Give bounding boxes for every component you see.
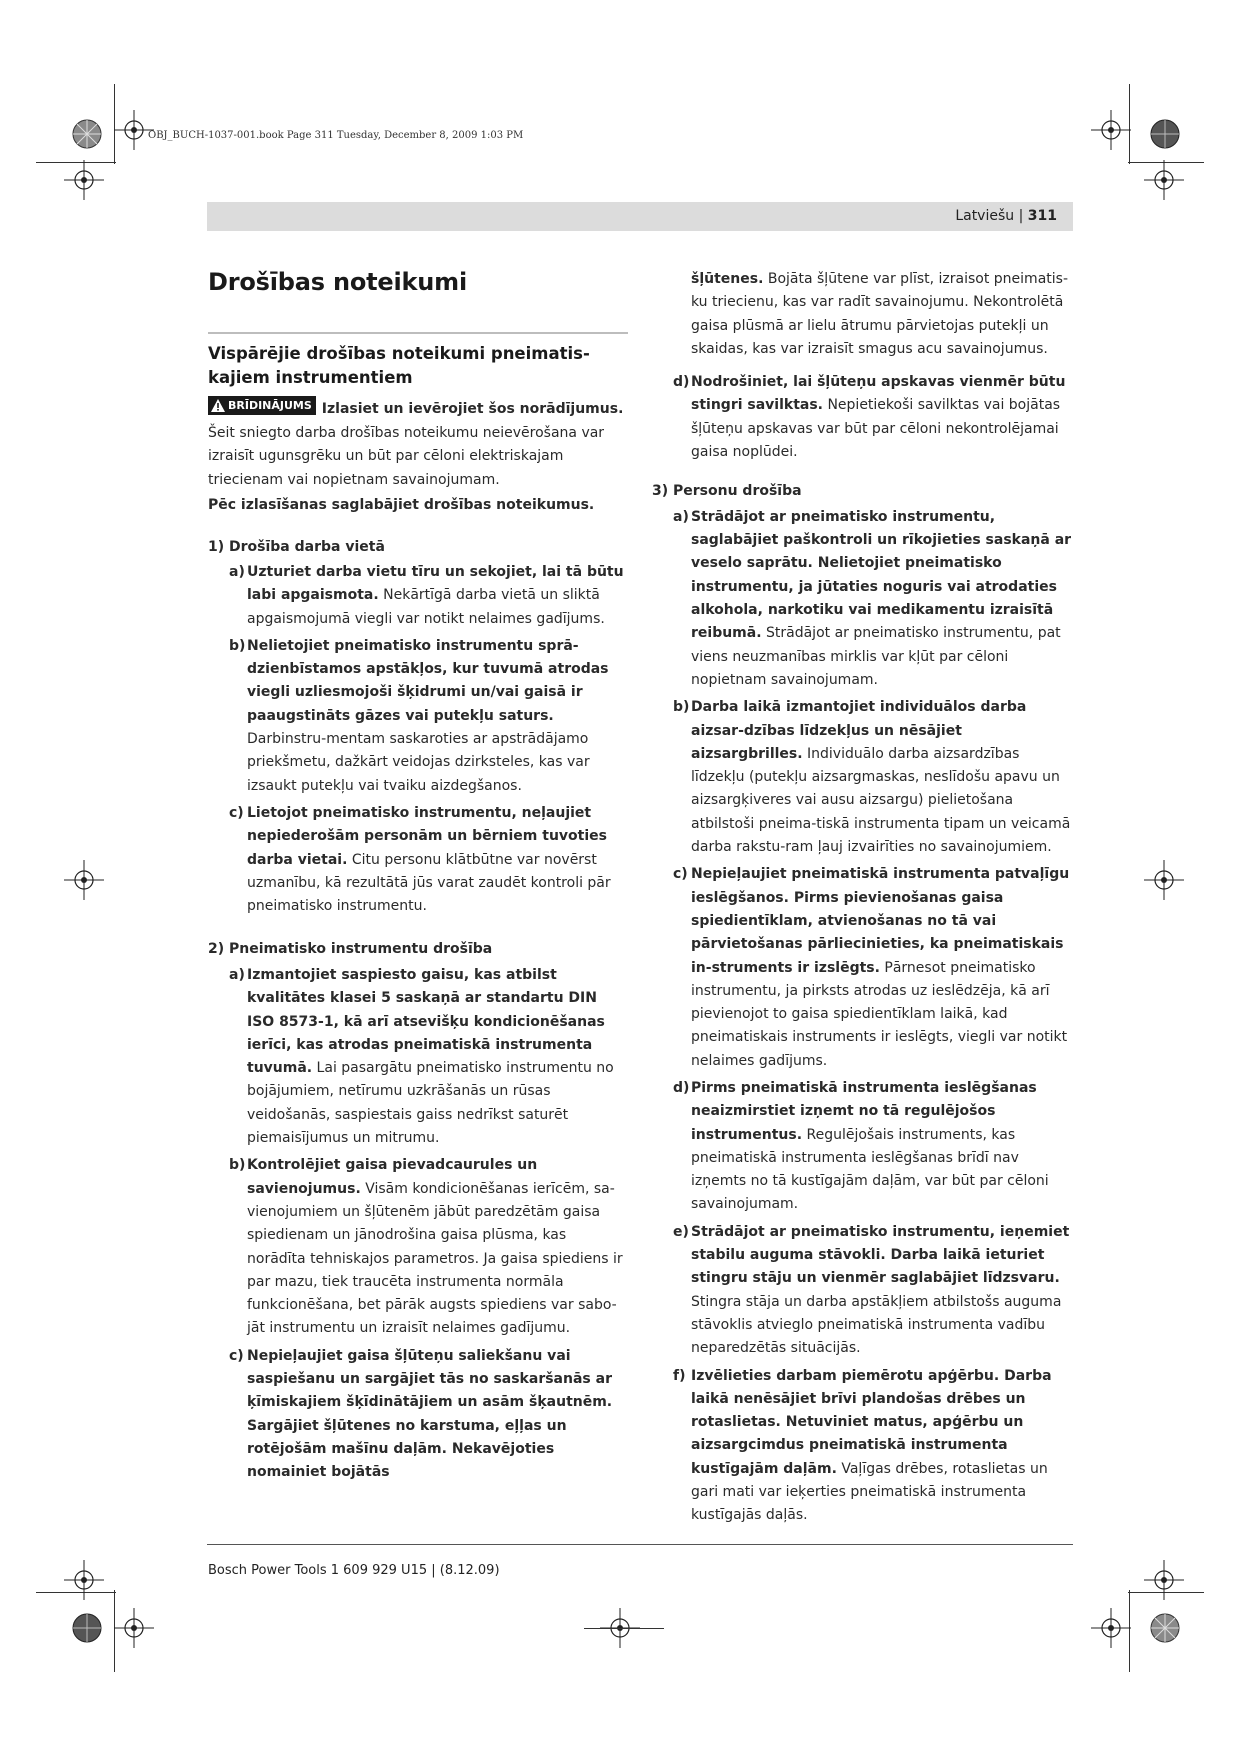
item-text: Nekārtīgā darba vietā un sliktā apgaismojumā viegli var notikt nelaimes gadījums. <box>247 587 605 627</box>
registration-mark-icon <box>1091 1608 1131 1648</box>
item-bold: Nodrošiniet, lai šļūteņu apskavas vienmēr būtu stingri savilktas. <box>691 374 1066 414</box>
item-bold: Nepieļaujiet gaisa šļūteņu saliekšanu vai saspiešanu un sargājiet tās no saskaršanās ar ķīmiskajiem šķīdinātājiem un asām šķautnēm. Sargājiet šļūtenes no karstuma, eļļas un rotējošām mašīnu daļām. Nekavējoties nomainiet bojātās <box>247 1347 613 1481</box>
registration-mark-icon <box>114 1608 154 1648</box>
item-bold: Izvēlieties darbam piemērotu apģērbu. Darba laikā nenēsājiet brīvi plandošas drēbes un rotaslietas. Netuviniet matus, apģērbu un aizsargcimdus pneimatiskā instrumenta kustīgajām daļām. <box>691 1367 1052 1477</box>
item-bold: Strādājot ar pneimatisko instrumentu, saglabājiet paškontroli un rīkojieties saskaņā ar veselo saprātu. Nelietojiet pneimatisko instrumentu, ja jūtaties noguris vai atrodaties alkohola, narkotiku vai medikamentu izraisītā reibumā. <box>691 508 1072 642</box>
list-item <box>652 1221 1074 1361</box>
item-bold: šļūtenes. <box>691 271 764 287</box>
section-heading: 1) Drošība darba vietā <box>208 538 385 555</box>
item-bold: Strādājot ar pneimatisko instrumentu, ieņemiet stabilu auguma stāvokli. Darba laikā ieturiet stingru stāju un vienmēr saglabājiet līdzsvaru. <box>691 1223 1070 1287</box>
item-text: Bojāta šļūtene var plīst, izraisot pneimatis-ku triecienu, kas var radīt savainojumu. Nekontrolētā gaisa plūsmā ar lielu ātrumu pārvietojas putekļi un skaidas, kas var izraisīt smagus acu savainojumus. <box>691 271 1068 357</box>
item-label: b) <box>229 1157 246 1174</box>
item-label: c) <box>229 1347 244 1364</box>
registration-mark-icon <box>64 160 104 200</box>
list-item <box>652 863 1074 1073</box>
warning-badge <box>208 396 316 415</box>
item-label: b) <box>229 637 246 654</box>
list-item <box>208 635 628 798</box>
item-text: Visām kondicionēšanas ierīcēm, sa-vienojumiem un šļūtenēm jābūt paredzētām gaisa spiedienam un jānodrošina gaisa plūsma, kas norādīta tehniskajos parametros. Ja gaisa spiediens ir par mazu, tiek traucēta instrumenta normāla funkcionēšana, bet pārāk augsts spiediens var sabo-jāt instrumentu un izraisīt nelaimes gadījumu. <box>247 1180 623 1337</box>
item-bold: Izmantojiet saspiesto gaisu, kas atbilst kvalitātes klasei 5 saskaņā ar standartu DIN ISO 8573-1, kā arī atsevišķu kondicionēšanas ierīci, kas atrodas pneimatiskā instrumenta tuvumā. <box>247 966 605 1077</box>
item-label: a) <box>673 508 689 525</box>
color-wheel-icon <box>1150 119 1180 149</box>
registration-mark-icon <box>1144 860 1184 900</box>
item-label: d) <box>673 374 690 391</box>
header-separator: | <box>1018 208 1024 224</box>
item-text: Pārnesot pneimatisko instrumentu, ja pirksts atrodas uz ieslēdzēja, kā arī pievienojot to gaisa spiedientīklam laikā, kad pneimatiskais instruments ir ieslēgts, viegli var notikt nelaimes gadījums. <box>691 959 1068 1069</box>
page-title: Drošības noteikumi <box>208 268 468 296</box>
list-item <box>208 561 628 631</box>
item-label: c) <box>229 804 244 821</box>
item-label: a) <box>229 966 245 983</box>
footer-rule <box>207 1544 1073 1545</box>
registration-mark-icon <box>1091 110 1131 150</box>
item-text: Citu personu klātbūtne var novērst uzmanību, kā rezultātā jūs varat zaudēt kontroli pār pneimatisko instrumentu. <box>247 851 611 915</box>
registration-mark-icon <box>64 1560 104 1600</box>
item-bold: Lietojot pneimatisko instrumentu, neļaujiet nepiederošām personām un bērniem tuvoties darba vietai. <box>247 804 607 868</box>
keep-note: Pēc izlasīšanas saglabājiet drošības noteikumus. <box>208 497 595 513</box>
item-bold: Nelietojiet pneimatisko instrumentu sprā-dzienbīstamos apstākļos, kur tuvumā atrodas viegli uzliesmojoši šķidrumi un/vai gaisā ir paaugstināts gāzes vai putekļu saturs. <box>247 637 609 724</box>
registration-mark-icon <box>1144 160 1184 200</box>
warning-text: Šeit sniegto darba drošības noteikumu neievērošana var izraisīt ugunsgrēku un būt par cēloni elektriskajam triecienam vai nopietnam savainojumam. <box>208 424 605 488</box>
item-text: Stingra stāja un darba apstākļiem atbilstošs auguma stāvoklis atvieglo pneimatiskā instrumenta vadību neparedzētās situācijās. <box>691 1293 1062 1357</box>
continued-paragraph <box>652 268 1074 361</box>
item-text: Nepietiekoši savilktas vai bojātas šļūteņu apskavas var būt par cēloni nekontrolējamai gaisa noplūdei. <box>691 397 1061 461</box>
right-column <box>652 268 1074 1532</box>
list-item <box>208 1154 628 1340</box>
list-item <box>208 1345 628 1485</box>
book-info: OBJ_BUCH-1037-001.book Page 311 Tuesday, December 8, 2009 1:03 PM <box>148 130 524 141</box>
item-bold: Uzturiet darba vietu tīru un sekojiet, lai tā būtu labi apgaismota. <box>247 564 624 604</box>
item-text: Lai pasargātu pneimatisko instrumentu no bojājumiem, netīrumu uzkrāšanās un rūsas veidošanās, saspiestais gaiss nedrīkst saturēt piemaisījumus un mitrumu. <box>247 1060 614 1147</box>
crop-line <box>584 1628 664 1629</box>
warning-lead: Izlasiet un ievērojiet šos norādījumus. <box>321 401 624 417</box>
item-text: Regulējošais instruments, kas pneimatiskā instrumenta ieslēgšanas brīdī nav izņemts no tā kustīgajām daļām, var būt par cēloni savainojumam. <box>691 1126 1049 1213</box>
color-wheel-icon <box>72 1613 102 1643</box>
item-text: Darbinstru-mentam saskaroties ar apstrādājamo priekšmetu, dažkārt veidojas dzirksteles, kas var izsaukt putekļu vai tvaiku aizdegšanos. <box>247 731 590 794</box>
section-heading: 2) Pneimatisko instrumentu drošība <box>208 941 493 958</box>
item-label: a) <box>229 564 245 580</box>
item-label: c) <box>673 866 688 883</box>
item-text: Individuālo darba aizsardzības līdzekļu (putekļu aizsargmaskas, neslīdošu apavu un aizsargķiveres vai ausu aizsargu) pielietošana atbilstoši pneima-tiskā instrumenta tipam un veicamā darba rakstu-ram ļauj izvairīties no savainojumiem. <box>691 745 1071 856</box>
list-item <box>652 371 1074 464</box>
warning-badge-label: BRĪDINĀJUMS <box>228 398 312 412</box>
header-text <box>955 208 1057 224</box>
list-item <box>652 1077 1074 1217</box>
item-bold: Pirms pneimatiskā instrumenta ieslēgšanas neaizmirstiet izņemt no tā regulējošos instrumentus. <box>691 1080 1037 1143</box>
registration-mark-icon <box>1144 1560 1184 1600</box>
list-item <box>652 696 1074 859</box>
list-item <box>208 964 628 1150</box>
section-subtitle: Vispārējie drošības noteikumi pneimatis-kajiem instrumentiem <box>208 344 590 387</box>
item-bold: Nepieļaujiet pneimatiskā instrumenta patvaļīgu ieslēgšanos. Pirms pievienošanas gaisa spiedientīklam, atvienošanas no tā vai pārvietošanas pārliecinieties, ka pneimatiskais in-struments ir izslēgts. <box>691 866 1070 976</box>
list-item <box>208 802 628 918</box>
header-language: Latviešu <box>955 208 1015 224</box>
warning-block <box>208 396 628 492</box>
item-bold: Darba laikā izmantojiet individuālos darba aizsar-dzības līdzekļus un nēsājiet aizsargbrilles. <box>691 699 1027 762</box>
item-label: d) <box>673 1080 690 1096</box>
item-label: f) <box>673 1367 686 1384</box>
page-number: 311 <box>1027 208 1057 224</box>
list-item <box>652 506 1074 692</box>
item-text: Vaļīgas drēbes, rotaslietas un gari mati var ieķerties pneimatiskā instrumenta kustīgajās daļās. <box>691 1460 1048 1524</box>
section-heading: 3) Personu drošība <box>652 483 802 500</box>
section-rule <box>208 332 628 334</box>
list-item <box>652 1365 1074 1528</box>
left-column <box>208 268 628 1488</box>
warning-triangle-icon <box>211 399 225 412</box>
registration-mark-icon <box>64 860 104 900</box>
color-wheel-icon <box>1150 1613 1180 1643</box>
item-label: e) <box>673 1223 689 1240</box>
item-bold: Kontrolējiet gaisa pievadcaurules un savienojumus. <box>247 1157 538 1197</box>
page-header <box>207 202 1073 231</box>
item-text: Strādājot ar pneimatisko instrumentu, pat viens neuzmanības mirklis var kļūt par cēloni nopietnam savainojumam. <box>691 625 1061 688</box>
page-footer: Bosch Power Tools 1 609 929 U15 | (8.12.09) <box>208 1563 500 1578</box>
item-label: b) <box>673 699 690 716</box>
color-wheel-icon <box>72 119 102 149</box>
